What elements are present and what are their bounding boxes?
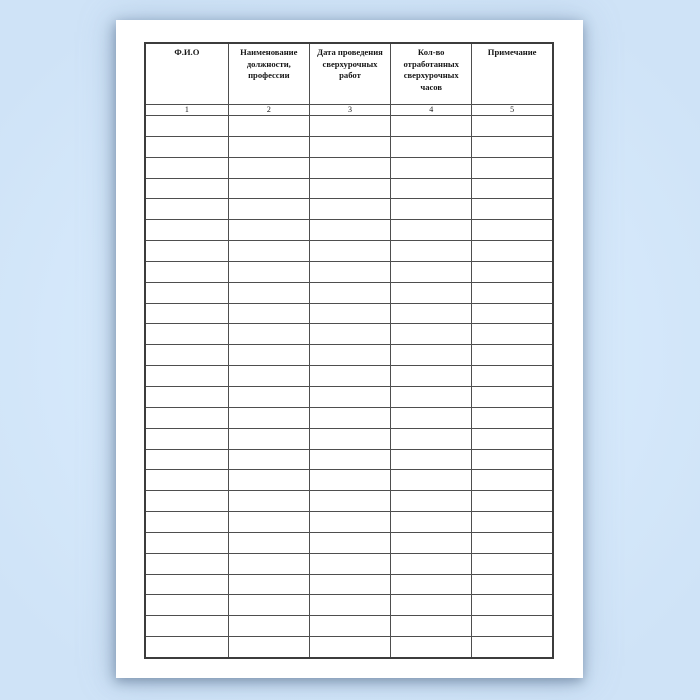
empty-cell [228, 491, 309, 512]
empty-cell [391, 220, 472, 241]
empty-cell [145, 512, 228, 533]
table-row [145, 282, 553, 303]
table-row [145, 366, 553, 387]
col-header-overtime-date: Дата проведения сверхурочных работ [309, 43, 390, 105]
empty-cell [391, 553, 472, 574]
empty-cell [472, 637, 553, 658]
empty-cell [228, 637, 309, 658]
empty-cell [472, 324, 553, 345]
empty-cell [228, 324, 309, 345]
table-row [145, 345, 553, 366]
empty-cell [472, 512, 553, 533]
empty-cell [472, 303, 553, 324]
empty-cell [391, 241, 472, 262]
empty-cell [472, 616, 553, 637]
empty-cell [145, 241, 228, 262]
table-row [145, 637, 553, 658]
empty-cell [228, 157, 309, 178]
empty-cell [472, 366, 553, 387]
column-number-row [145, 105, 553, 116]
col-header-position: Наименование должности, профессии [228, 43, 309, 105]
empty-cell [228, 220, 309, 241]
empty-cell [145, 532, 228, 553]
empty-cell [391, 324, 472, 345]
empty-cell [228, 386, 309, 407]
empty-cell [472, 345, 553, 366]
empty-cell [228, 261, 309, 282]
empty-cell [472, 428, 553, 449]
empty-cell [145, 282, 228, 303]
empty-cell [472, 449, 553, 470]
empty-cell [391, 637, 472, 658]
empty-cell [145, 470, 228, 491]
table-row [145, 386, 553, 407]
table-row [145, 241, 553, 262]
table-header-row [145, 43, 553, 105]
table-row [145, 199, 553, 220]
empty-cell [472, 157, 553, 178]
empty-cell [391, 386, 472, 407]
empty-cell [472, 178, 553, 199]
column-number: 2 [228, 105, 309, 116]
empty-cell [391, 303, 472, 324]
col-header-overtime-hours: Кол-во отработанных сверхурочных часов [391, 43, 472, 105]
table-row [145, 553, 553, 574]
empty-cell [228, 366, 309, 387]
col-header-note: Примечание [472, 43, 553, 105]
empty-cell [391, 157, 472, 178]
table-row [145, 407, 553, 428]
empty-cell [472, 241, 553, 262]
empty-cell [309, 532, 390, 553]
empty-cell [472, 261, 553, 282]
empty-cell [309, 386, 390, 407]
empty-cell [309, 574, 390, 595]
empty-cell [228, 512, 309, 533]
empty-cell [145, 407, 228, 428]
table-row [145, 220, 553, 241]
empty-cell [309, 512, 390, 533]
empty-cell [309, 428, 390, 449]
empty-cell [145, 303, 228, 324]
empty-cell [228, 136, 309, 157]
empty-cell [472, 199, 553, 220]
empty-cell [228, 616, 309, 637]
empty-cell [309, 616, 390, 637]
empty-cell [391, 261, 472, 282]
table-row [145, 470, 553, 491]
table-row [145, 574, 553, 595]
empty-cell [472, 282, 553, 303]
empty-cell [145, 637, 228, 658]
empty-cell [145, 595, 228, 616]
table-row [145, 428, 553, 449]
empty-cell [391, 345, 472, 366]
empty-cell [391, 136, 472, 157]
empty-cell [145, 324, 228, 345]
table-row [145, 449, 553, 470]
empty-cell [145, 157, 228, 178]
empty-cell [145, 491, 228, 512]
empty-cell [228, 116, 309, 137]
empty-cell [145, 449, 228, 470]
empty-cell [228, 428, 309, 449]
empty-cell [228, 595, 309, 616]
empty-cell [309, 407, 390, 428]
empty-cell [391, 366, 472, 387]
table-row [145, 157, 553, 178]
empty-cell [391, 470, 472, 491]
table-row [145, 616, 553, 637]
table-row [145, 512, 553, 533]
empty-cell [472, 470, 553, 491]
table-row [145, 324, 553, 345]
empty-cell [145, 136, 228, 157]
empty-cell [391, 178, 472, 199]
empty-cell [309, 303, 390, 324]
empty-cell [309, 595, 390, 616]
empty-cell [391, 407, 472, 428]
empty-cell [145, 553, 228, 574]
empty-cell [309, 345, 390, 366]
empty-cell [145, 116, 228, 137]
empty-cell [309, 324, 390, 345]
empty-cell [228, 199, 309, 220]
table-row [145, 116, 553, 137]
table-row [145, 491, 553, 512]
table-row [145, 178, 553, 199]
empty-cell [309, 241, 390, 262]
empty-cell [391, 595, 472, 616]
empty-cell [228, 345, 309, 366]
empty-cell [228, 553, 309, 574]
empty-cell [472, 136, 553, 157]
empty-cell [391, 282, 472, 303]
empty-cell [309, 449, 390, 470]
empty-cell [472, 491, 553, 512]
empty-cell [309, 199, 390, 220]
empty-cell [472, 407, 553, 428]
empty-cell [145, 220, 228, 241]
empty-cell [309, 157, 390, 178]
empty-cell [145, 428, 228, 449]
empty-cell [391, 449, 472, 470]
empty-cell [309, 553, 390, 574]
table-row [145, 532, 553, 553]
empty-cell [391, 512, 472, 533]
empty-cell [391, 199, 472, 220]
table-row [145, 595, 553, 616]
empty-cell [145, 616, 228, 637]
empty-cell [309, 491, 390, 512]
empty-cell [228, 449, 309, 470]
empty-cell [228, 470, 309, 491]
empty-cell [391, 616, 472, 637]
empty-cell [145, 261, 228, 282]
column-number: 1 [145, 105, 228, 116]
table-row [145, 136, 553, 157]
empty-cell [309, 178, 390, 199]
empty-cell [472, 220, 553, 241]
empty-cell [309, 282, 390, 303]
empty-cell [309, 366, 390, 387]
empty-cell [145, 366, 228, 387]
empty-cell [228, 178, 309, 199]
empty-cell [309, 637, 390, 658]
empty-cell [472, 574, 553, 595]
empty-cell [145, 574, 228, 595]
empty-cell [391, 532, 472, 553]
empty-cell [309, 261, 390, 282]
column-number: 4 [391, 105, 472, 116]
col-header-fio: Ф.И.О [145, 43, 228, 105]
empty-cell [391, 491, 472, 512]
empty-cell [472, 386, 553, 407]
overtime-record-table [144, 42, 554, 659]
empty-cell [228, 241, 309, 262]
column-number: 3 [309, 105, 390, 116]
empty-cell [472, 116, 553, 137]
table-row [145, 303, 553, 324]
empty-cell [391, 428, 472, 449]
table-row [145, 261, 553, 282]
empty-cell [228, 303, 309, 324]
empty-cell [145, 386, 228, 407]
column-number: 5 [472, 105, 553, 116]
empty-cell [228, 282, 309, 303]
empty-cell [309, 220, 390, 241]
empty-cell [145, 178, 228, 199]
document-page [116, 20, 583, 678]
empty-cell [228, 532, 309, 553]
empty-cell [309, 470, 390, 491]
table-body [145, 116, 553, 658]
empty-cell [228, 407, 309, 428]
empty-cell [472, 532, 553, 553]
empty-cell [228, 574, 309, 595]
empty-cell [145, 345, 228, 366]
empty-cell [472, 595, 553, 616]
empty-cell [145, 199, 228, 220]
empty-cell [391, 574, 472, 595]
empty-cell [309, 136, 390, 157]
empty-cell [391, 116, 472, 137]
empty-cell [472, 553, 553, 574]
empty-cell [309, 116, 390, 137]
